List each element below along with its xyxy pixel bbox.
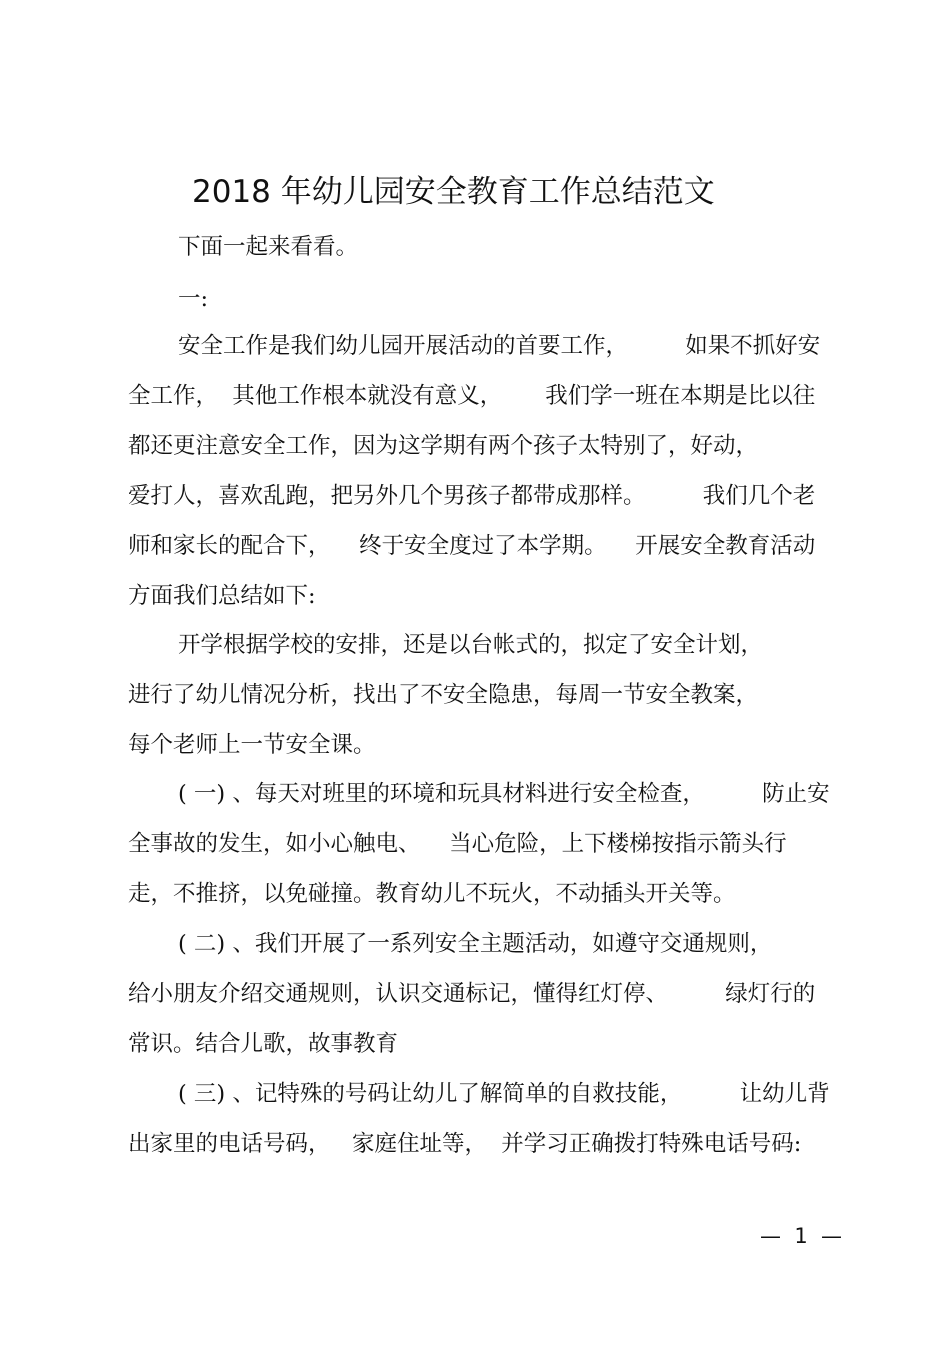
paragraph-line: 下面一起来看看。 [178, 234, 359, 260]
document-title: 2018 年幼儿园安全教育工作总结范文 [192, 174, 715, 210]
paragraph-line: 全工作， 其他工作根本就没有意义， 我们学一班在本期是比以往 [128, 383, 816, 409]
paragraph-line: ( 三) 、记特殊的号码让幼儿了解简单的自救技能， 让幼儿背 [178, 1081, 830, 1107]
paragraph-line: 开学根据学校的安排，还是以台帐式的，拟定了安全计划， [178, 632, 764, 658]
paragraph-line: 全事故的发生，如小心触电、 当心危险，上下楼梯按指示箭头行 [128, 831, 787, 857]
page-number: — 1 — [760, 1224, 843, 1248]
paragraph-line: ( 一) 、每天对班里的环境和玩具材料进行安全检查， 防止安 [178, 781, 830, 807]
paragraph-line: 爱打人，喜欢乱跑，把另外几个男孩子都带成那样。 我们几个老 [128, 483, 816, 509]
paragraph-line: 安全工作是我们幼儿园开展活动的首要工作， 如果不抓好安 [178, 333, 821, 359]
paragraph-line: 师和家长的配合下， 终于安全度过了本学期。 开展安全教育活动 [128, 533, 816, 559]
paragraph-line: 走，不推挤，以免碰撞。教育幼儿不玩火，不动插头开关等。 [128, 881, 736, 907]
paragraph-line: 方面我们总结如下: [128, 583, 316, 609]
paragraph-line: 出家里的电话号码， 家庭住址等， 并学习正确拨打特殊电话号码: [128, 1131, 802, 1157]
paragraph-line: ( 二) 、我们开展了一系列安全主题活动，如遵守交通规则， [178, 931, 773, 957]
paragraph-line: 给小朋友介绍交通规则，认识交通标记，懂得红灯停、 绿灯行的 [128, 981, 816, 1007]
paragraph-line: 一: [178, 286, 209, 312]
paragraph-line: 都还更注意安全工作，因为这学期有两个孩子太特别了，好动， [128, 433, 759, 459]
paragraph-line: 常识。结合儿歌，故事教育 [128, 1031, 399, 1057]
paragraph-line: 进行了幼儿情况分析，找出了不安全隐患，每周一节安全教案， [128, 682, 759, 708]
paragraph-line: 每个老师上一节安全课。 [128, 732, 376, 758]
